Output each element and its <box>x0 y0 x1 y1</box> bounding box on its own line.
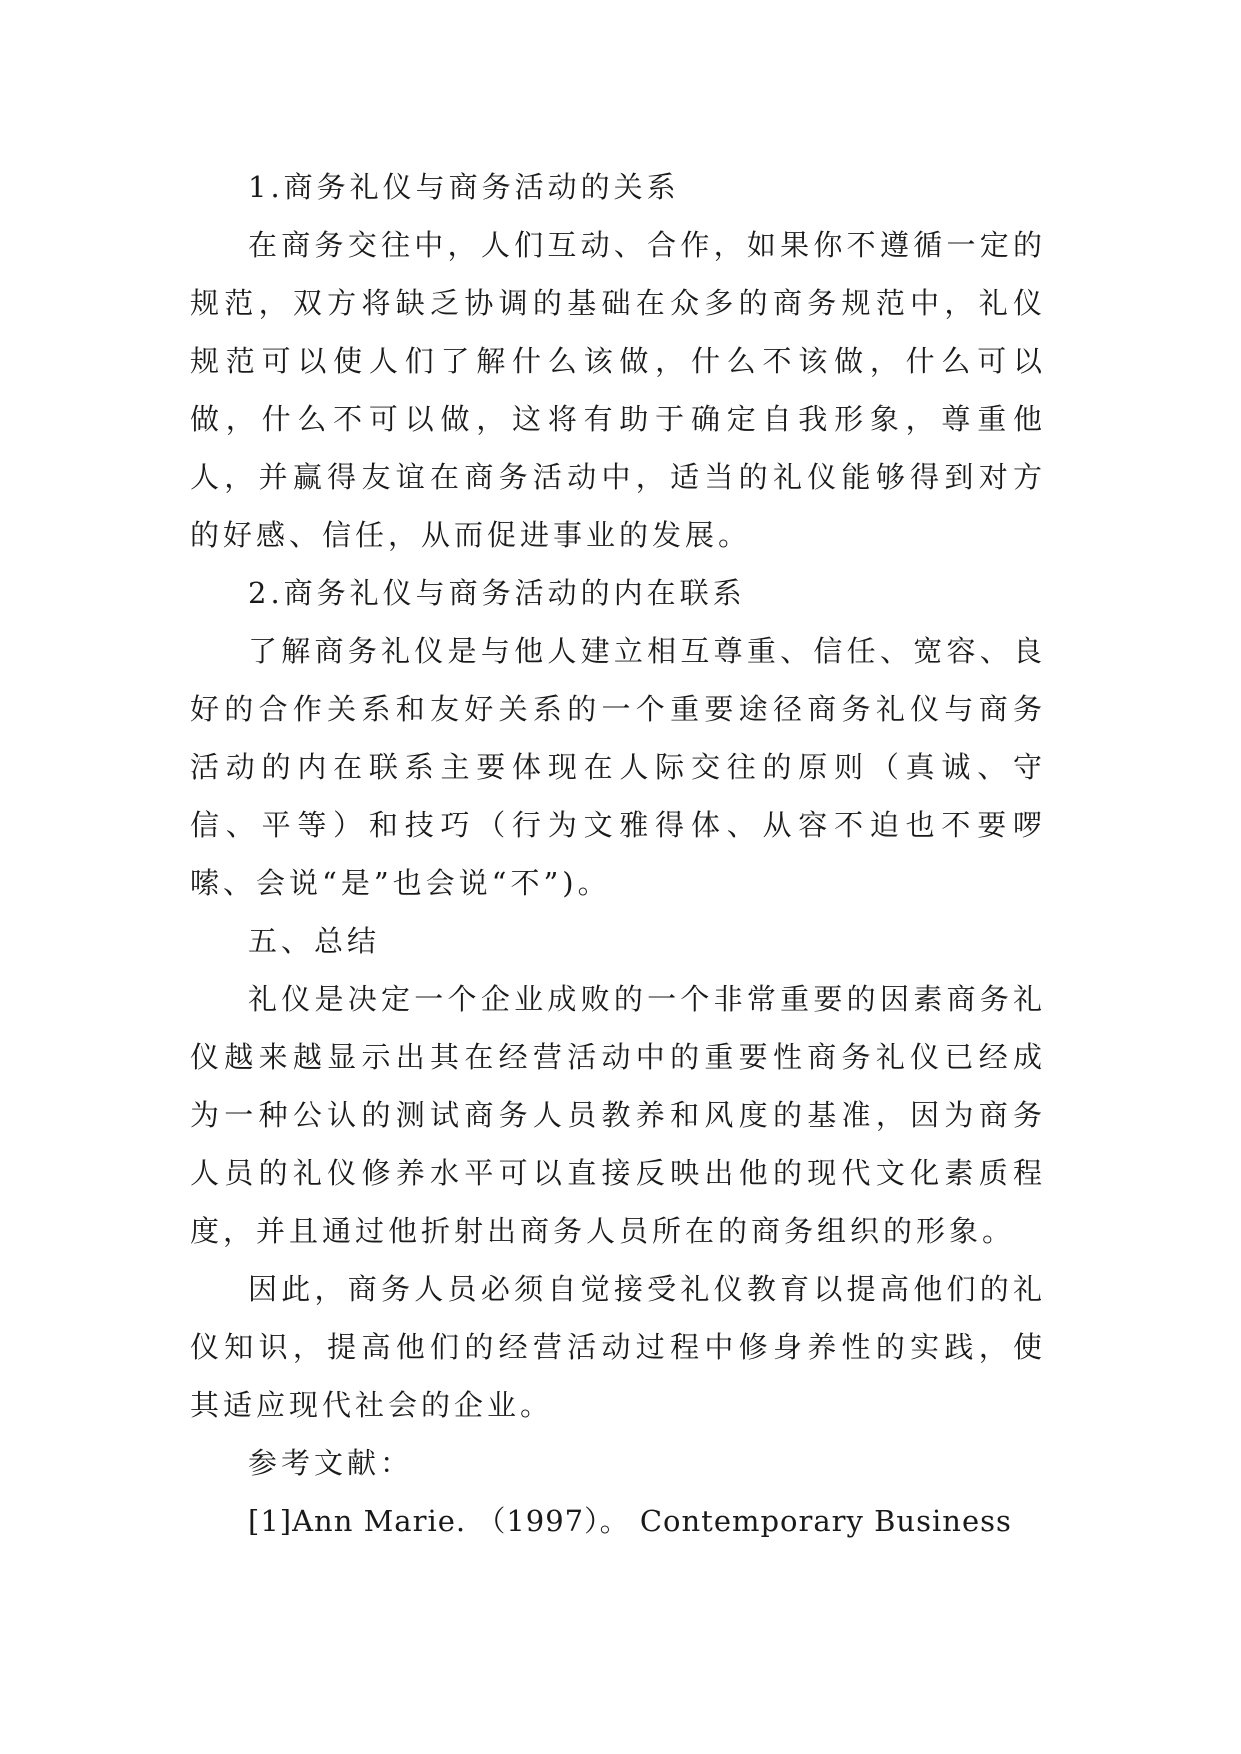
section-heading-summary: 五、总结 <box>248 924 381 958</box>
body-paragraph-2: 了解商务礼仪是与他人建立相互尊重、信任、宽容、良好的合作关系和友好关系的一个重要途径商务礼仪与商务活动的内在联系主要体现在人际交往的原则（真诚、守信、平等）和技巧（行为文雅得体、从容不迫也不要啰嗦、会说“是”也会说“不”)。 <box>190 634 1046 900</box>
references-heading: 参考文献： <box>248 1446 414 1480</box>
section-heading-1: 1.商务礼仪与商务活动的关系 <box>248 170 680 204</box>
reference-item-1: [1]Ann Marie. （1997）。 Contemporary Business <box>248 1504 1012 1538</box>
section-heading-2: 2.商务礼仪与商务活动的内在联系 <box>248 576 746 610</box>
body-paragraph-3: 礼仪是决定一个企业成败的一个非常重要的因素商务礼仪越来越显示出其在经营活动中的重要性商务礼仪已经成为一种公认的测试商务人员教养和风度的基准，因为商务人员的礼仪修养水平可以直接反映出他的现代文化素质程度，并且通过他折射出商务人员所在的商务组织的形象。 <box>190 982 1046 1248</box>
body-paragraph-1: 在商务交往中，人们互动、合作，如果你不遵循一定的规范，双方将缺乏协调的基础在众多的商务规范中，礼仪规范可以使人们了解什么该做，什么不该做，什么可以做，什么不可以做，这将有助于确定自我形象，尊重他人，并赢得友谊在商务活动中，适当的礼仪能够得到对方的好感、信任，从而促进事业的发展。 <box>190 228 1046 552</box>
body-paragraph-4: 因此，商务人员必须自觉接受礼仪教育以提高他们的礼仪知识，提高他们的经营活动过程中修身养性的实践，使其适应现代社会的企业。 <box>190 1272 1046 1422</box>
document-body <box>190 158 1046 1550</box>
